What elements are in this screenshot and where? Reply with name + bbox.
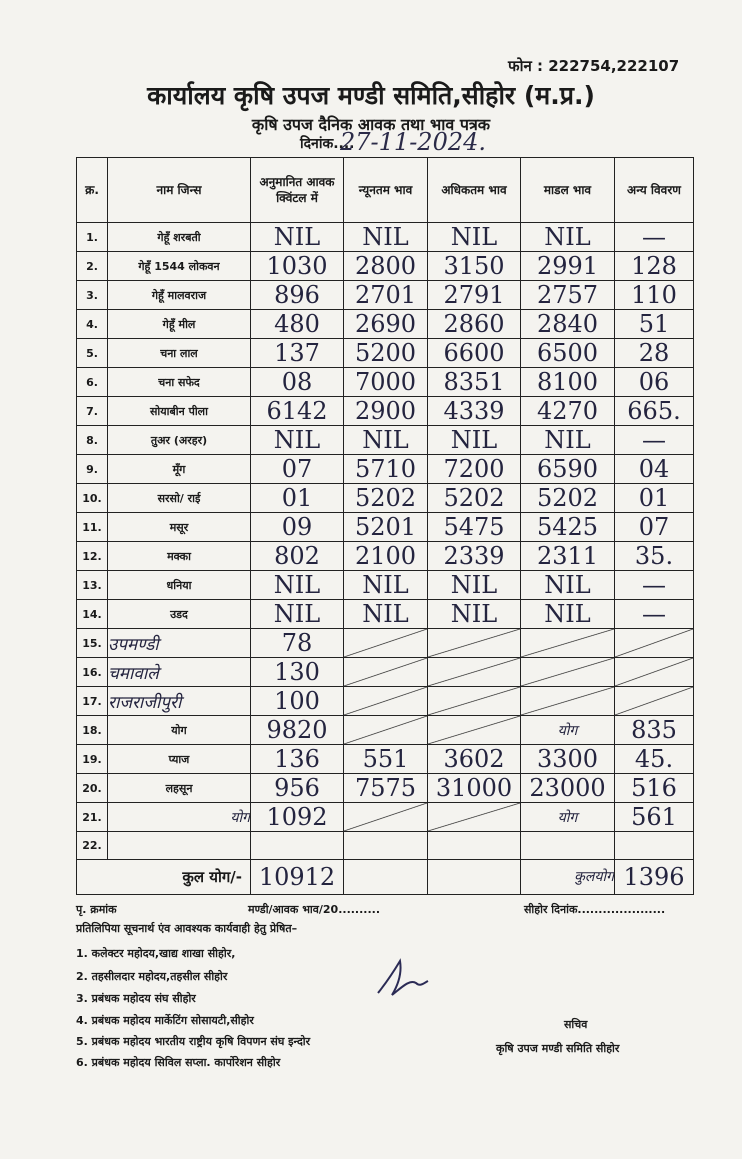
commodity-cell: चमावाले (108, 658, 251, 687)
secretary-org: कृषि उपज मण्डी समिति सीहोर (496, 1042, 620, 1055)
min-price-cell: 2701 (344, 281, 428, 310)
arrival-cell: NIL (251, 223, 344, 252)
total-row (77, 859, 694, 894)
max-price-cell: 2791 (428, 281, 521, 310)
empty-cell (344, 658, 428, 687)
table-row (77, 310, 694, 339)
table-row (77, 281, 694, 310)
arrival-cell: 07 (251, 455, 344, 484)
modal-price-cell: 2757 (521, 281, 615, 310)
min-price-cell: 2800 (344, 252, 428, 281)
empty-cell (428, 629, 521, 658)
commodity-cell: धनिया (108, 571, 251, 600)
min-price-cell: 5710 (344, 455, 428, 484)
serial-cell: 22. (77, 832, 108, 860)
other-cell: 04 (615, 455, 694, 484)
min-price-cell: NIL (344, 600, 428, 629)
min-price-cell: 5200 (344, 339, 428, 368)
min-price-cell: 2690 (344, 310, 428, 339)
arrival-cell: 08 (251, 368, 344, 397)
table-row (77, 832, 694, 860)
other-cell: 516 (615, 774, 694, 803)
table-row (77, 629, 694, 658)
other-cell: 06 (615, 368, 694, 397)
empty-cell (521, 687, 615, 716)
table-row (77, 397, 694, 426)
recipient-3: 3. प्रबंधक महोदय संघ सीहोर (76, 992, 196, 1005)
max-price-cell: 6600 (428, 339, 521, 368)
empty-cell (251, 832, 344, 860)
recipient-5: 5. प्रबंधक महोदय भारतीय राष्ट्रीय कृषि विपणन संघ इन्दोर (76, 1035, 311, 1048)
empty-cell (344, 832, 428, 860)
commodity-cell: लहसून (108, 774, 251, 803)
commodity-cell: गेहूँ शरबती (108, 223, 251, 252)
arrival-cell: 956 (251, 774, 344, 803)
table-row (77, 223, 694, 252)
table-body (77, 223, 694, 895)
modal-price-cell: NIL (521, 571, 615, 600)
arrival-cell: 09 (251, 513, 344, 542)
commodity-note-cell: योग (108, 803, 251, 832)
table-row (77, 339, 694, 368)
max-price-cell: 8351 (428, 368, 521, 397)
commodity-cell: तुअर (अरहर) (108, 426, 251, 455)
other-cell: 835 (615, 716, 694, 745)
min-price-cell: NIL (344, 571, 428, 600)
other-cell: 07 (615, 513, 694, 542)
commodity-cell: राजराजीपुरी (108, 687, 251, 716)
arrival-cell: 1092 (251, 803, 344, 832)
empty-cell (344, 629, 428, 658)
modal-price-cell: 2311 (521, 542, 615, 571)
place-date: सीहोर दिनांक..................... (524, 903, 666, 916)
col-commodity: नाम जिन्स (108, 158, 251, 223)
commodity-cell: प्याज (108, 745, 251, 774)
max-price-cell: 2339 (428, 542, 521, 571)
commodity-cell: उपमण्डी (108, 629, 251, 658)
modal-note-cell: योग (521, 803, 615, 832)
empty-cell (108, 832, 251, 860)
recipient-6: 6. प्रबंधक महोदय सिविल सप्ला. कार्पोरेशन सीहोर (76, 1056, 281, 1069)
table-row (77, 687, 694, 716)
col-min-price: न्यूनतम भाव (344, 158, 428, 223)
price-table (76, 157, 694, 895)
mandi-label: मण्डी/आवक भाव/20.......... (248, 903, 380, 916)
table-row (77, 716, 694, 745)
commodity-cell: चना लाल (108, 339, 251, 368)
arrival-cell: 1030 (251, 252, 344, 281)
commodity-cell: चना सफेद (108, 368, 251, 397)
empty-cell (615, 687, 694, 716)
empty-cell (521, 658, 615, 687)
empty-cell (521, 832, 615, 860)
serial-cell: 18. (77, 716, 108, 745)
serial-cell: 21. (77, 803, 108, 832)
serial-cell: 1. (77, 223, 108, 252)
commodity-cell: मूँग (108, 455, 251, 484)
other-cell: 51 (615, 310, 694, 339)
modal-price-cell: 3300 (521, 745, 615, 774)
serial-cell: 11. (77, 513, 108, 542)
table-row (77, 513, 694, 542)
other-cell: — (615, 223, 694, 252)
other-cell: 128 (615, 252, 694, 281)
commodity-cell: उडद (108, 600, 251, 629)
empty-cell (428, 859, 521, 894)
other-cell: 35. (615, 542, 694, 571)
modal-note-cell: योग (521, 716, 615, 745)
total-other-cell: 1396 (615, 859, 694, 894)
other-cell: 28 (615, 339, 694, 368)
min-price-cell: NIL (344, 426, 428, 455)
empty-cell (344, 859, 428, 894)
max-price-cell: 5202 (428, 484, 521, 513)
max-price-cell: 3150 (428, 252, 521, 281)
total-arrival-cell: 10912 (251, 859, 344, 894)
col-other: अन्य विवरण (615, 158, 694, 223)
table-row (77, 426, 694, 455)
serial-cell: 2. (77, 252, 108, 281)
arrival-cell: NIL (251, 600, 344, 629)
table-row (77, 745, 694, 774)
min-price-cell: 5202 (344, 484, 428, 513)
arrival-cell: NIL (251, 426, 344, 455)
forwarded-note: प्रतिलिपिया सूचनार्थ एंव आवश्यक कार्यवाही हेतु प्रेषित– (76, 922, 298, 935)
other-cell: — (615, 571, 694, 600)
min-price-cell: 2900 (344, 397, 428, 426)
max-price-cell: 7200 (428, 455, 521, 484)
arrival-cell: NIL (251, 571, 344, 600)
arrival-cell: 896 (251, 281, 344, 310)
col-max-price: अधिकतम भाव (428, 158, 521, 223)
serial-cell: 17. (77, 687, 108, 716)
col-modal-price: माडल भाव (521, 158, 615, 223)
other-cell: — (615, 426, 694, 455)
serial-cell: 13. (77, 571, 108, 600)
empty-cell (428, 658, 521, 687)
arrival-cell: 01 (251, 484, 344, 513)
serial-cell: 15. (77, 629, 108, 658)
serial-cell: 8. (77, 426, 108, 455)
max-price-cell: NIL (428, 426, 521, 455)
table-row (77, 774, 694, 803)
date-label: दिनांक.... (300, 136, 355, 152)
serial-cell: 7. (77, 397, 108, 426)
min-price-cell: 7000 (344, 368, 428, 397)
min-price-cell: 7575 (344, 774, 428, 803)
serial-cell: 19. (77, 745, 108, 774)
arrival-cell: 100 (251, 687, 344, 716)
commodity-cell: मसूर (108, 513, 251, 542)
table-row (77, 600, 694, 629)
phone-number: फोन : 222754,222107 (508, 57, 680, 75)
recipient-2: 2. तहसीलदार महोदय,तहसील सीहोर (76, 970, 228, 983)
modal-price-cell: 23000 (521, 774, 615, 803)
arrival-cell: 137 (251, 339, 344, 368)
max-price-cell: NIL (428, 223, 521, 252)
empty-cell (428, 803, 521, 832)
empty-cell (428, 716, 521, 745)
empty-cell (344, 687, 428, 716)
other-cell: 665. (615, 397, 694, 426)
recipient-4: 4. प्रबंधक महोदय मार्केटिंग सोसायटी,सीहोर (76, 1014, 254, 1027)
commodity-cell: योग (108, 716, 251, 745)
empty-cell (428, 832, 521, 860)
empty-cell (615, 629, 694, 658)
max-price-cell: NIL (428, 600, 521, 629)
empty-cell (615, 658, 694, 687)
modal-price-cell: 4270 (521, 397, 615, 426)
table-row (77, 484, 694, 513)
max-price-cell: 5475 (428, 513, 521, 542)
arrival-cell: 480 (251, 310, 344, 339)
arrival-cell: 130 (251, 658, 344, 687)
col-arrival: अनुमानित आवक क्विंटल में (251, 158, 344, 223)
modal-price-cell: 8100 (521, 368, 615, 397)
modal-price-cell: 5202 (521, 484, 615, 513)
modal-price-cell: NIL (521, 600, 615, 629)
date-value: 27-11-2024. (340, 128, 487, 156)
modal-price-cell: NIL (521, 223, 615, 252)
other-cell: 110 (615, 281, 694, 310)
empty-cell (521, 629, 615, 658)
table-row (77, 571, 694, 600)
table-row (77, 252, 694, 281)
serial-cell: 5. (77, 339, 108, 368)
commodity-cell: मक्का (108, 542, 251, 571)
commodity-cell: गेहूँ मालवराज (108, 281, 251, 310)
ref-label: पृ. क्रमांक (76, 903, 117, 916)
serial-cell: 6. (77, 368, 108, 397)
commodity-cell: सरसो/ राई (108, 484, 251, 513)
modal-price-cell: 2840 (521, 310, 615, 339)
serial-cell: 12. (77, 542, 108, 571)
signature (372, 953, 434, 1001)
modal-price-cell: NIL (521, 426, 615, 455)
empty-cell (428, 687, 521, 716)
max-price-cell: 3602 (428, 745, 521, 774)
table-row (77, 368, 694, 397)
arrival-cell: 136 (251, 745, 344, 774)
modal-price-cell: 5425 (521, 513, 615, 542)
serial-cell: 10. (77, 484, 108, 513)
max-price-cell: NIL (428, 571, 521, 600)
table-row (77, 542, 694, 571)
arrival-cell: 9820 (251, 716, 344, 745)
serial-cell: 9. (77, 455, 108, 484)
other-cell: 45. (615, 745, 694, 774)
modal-price-cell: 6590 (521, 455, 615, 484)
empty-cell (615, 832, 694, 860)
empty-cell (344, 803, 428, 832)
table-header-row (77, 158, 694, 223)
commodity-cell: सोयाबीन पीला (108, 397, 251, 426)
secretary-title: सचिव (564, 1018, 588, 1031)
office-title: कार्यालय कृषि उपज मण्डी समिति,सीहोर (म.प्र.) (147, 81, 595, 110)
arrival-cell: 802 (251, 542, 344, 571)
max-price-cell: 4339 (428, 397, 521, 426)
serial-cell: 4. (77, 310, 108, 339)
total-modal-note-cell: कुलयोग (521, 859, 615, 894)
arrival-cell: 6142 (251, 397, 344, 426)
modal-price-cell: 2991 (521, 252, 615, 281)
table-row (77, 803, 694, 832)
table-row (77, 455, 694, 484)
commodity-cell: गेहूँ मील (108, 310, 251, 339)
commodity-cell: गेहूँ 1544 लोकवन (108, 252, 251, 281)
other-cell: 561 (615, 803, 694, 832)
serial-cell: 16. (77, 658, 108, 687)
min-price-cell: 2100 (344, 542, 428, 571)
empty-cell (344, 716, 428, 745)
other-cell: 01 (615, 484, 694, 513)
serial-cell: 3. (77, 281, 108, 310)
col-serial: क्र. (77, 158, 108, 223)
min-price-cell: 551 (344, 745, 428, 774)
modal-price-cell: 6500 (521, 339, 615, 368)
total-label-cell: कुल योग/- (77, 859, 251, 894)
arrival-cell: 78 (251, 629, 344, 658)
min-price-cell: NIL (344, 223, 428, 252)
other-cell: — (615, 600, 694, 629)
serial-cell: 20. (77, 774, 108, 803)
table-row (77, 658, 694, 687)
recipient-1: 1. कलेक्टर महोदय,खाद्य शाखा सीहोर, (76, 947, 236, 960)
max-price-cell: 31000 (428, 774, 521, 803)
document-subtitle: कृषि उपज दैनिक आवक तथा भाव पत्रक (251, 115, 491, 134)
serial-cell: 14. (77, 600, 108, 629)
max-price-cell: 2860 (428, 310, 521, 339)
min-price-cell: 5201 (344, 513, 428, 542)
